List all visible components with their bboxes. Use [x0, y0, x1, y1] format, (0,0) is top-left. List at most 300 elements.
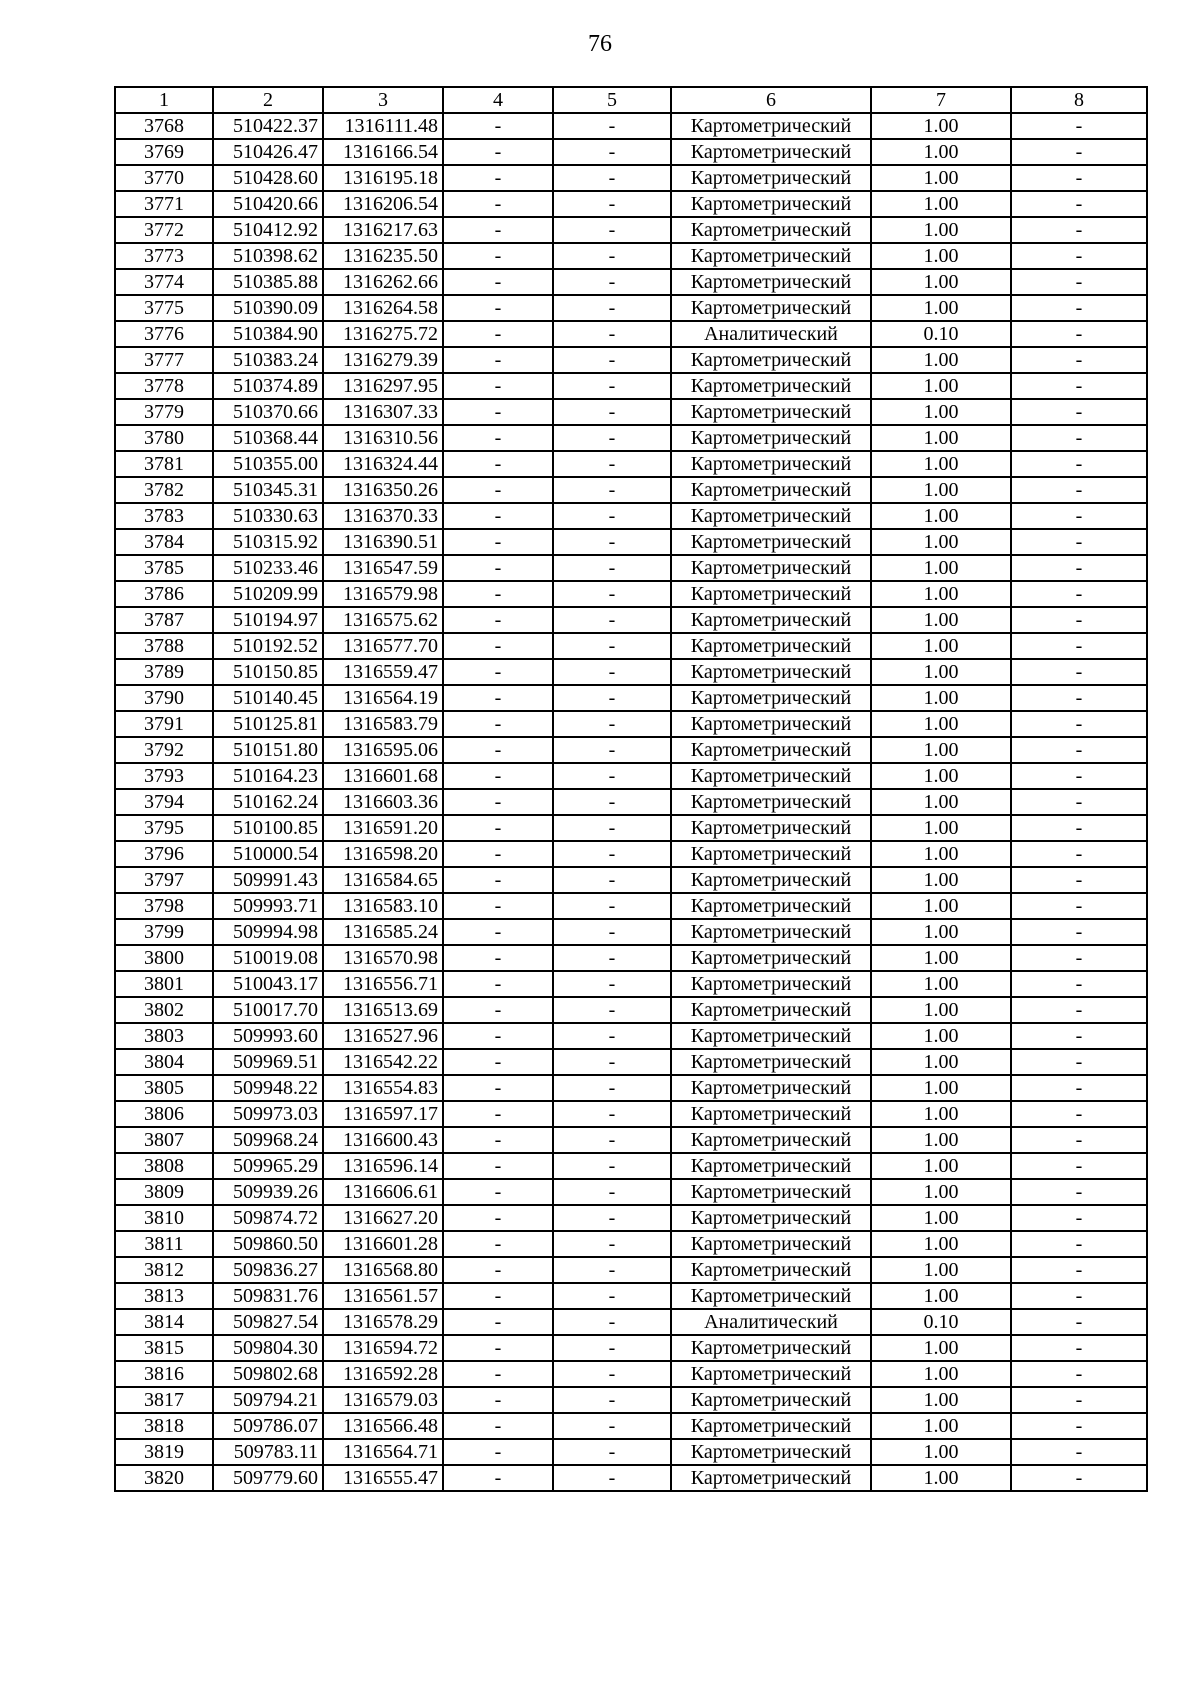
- x-coordinate-cell: 510100.85: [213, 815, 323, 841]
- table-row: [115, 399, 1147, 425]
- point-number-cell: 3780: [115, 425, 213, 451]
- y-coordinate-cell: 1316264.58: [323, 295, 443, 321]
- x-coordinate-cell: 509794.21: [213, 1387, 323, 1413]
- column-8-value-cell: -: [1011, 919, 1147, 945]
- x-coordinate-cell: 510019.08: [213, 945, 323, 971]
- column-5-value-cell: -: [553, 997, 671, 1023]
- accuracy-cell: 1.00: [871, 1257, 1011, 1283]
- method-cell: Картометрический: [671, 789, 871, 815]
- table-row: [115, 607, 1147, 633]
- column-8-value-cell: -: [1011, 633, 1147, 659]
- point-number-cell: 3789: [115, 659, 213, 685]
- column-8-value-cell: -: [1011, 477, 1147, 503]
- x-coordinate-cell: 510428.60: [213, 165, 323, 191]
- table-row: [115, 243, 1147, 269]
- column-8-value-cell: -: [1011, 1075, 1147, 1101]
- column-4-value-cell: -: [443, 373, 553, 399]
- x-coordinate-cell: 510315.92: [213, 529, 323, 555]
- point-number-cell: 3784: [115, 529, 213, 555]
- x-coordinate-cell: 510355.00: [213, 451, 323, 477]
- accuracy-cell: 1.00: [871, 815, 1011, 841]
- point-number-cell: 3777: [115, 347, 213, 373]
- point-number-cell: 3805: [115, 1075, 213, 1101]
- accuracy-cell: 1.00: [871, 373, 1011, 399]
- column-8-value-cell: -: [1011, 373, 1147, 399]
- y-coordinate-cell: 1316600.43: [323, 1127, 443, 1153]
- y-coordinate-cell: 1316568.80: [323, 1257, 443, 1283]
- method-cell: Картометрический: [671, 1283, 871, 1309]
- x-coordinate-cell: 510345.31: [213, 477, 323, 503]
- point-number-cell: 3794: [115, 789, 213, 815]
- column-4-value-cell: -: [443, 451, 553, 477]
- column-4-value-cell: -: [443, 867, 553, 893]
- column-4-value-cell: -: [443, 425, 553, 451]
- y-coordinate-cell: 1316324.44: [323, 451, 443, 477]
- column-4-value-cell: -: [443, 529, 553, 555]
- coordinates-table: [114, 86, 1148, 1492]
- point-number-cell: 3779: [115, 399, 213, 425]
- x-coordinate-cell: 509827.54: [213, 1309, 323, 1335]
- column-5-value-cell: -: [553, 1153, 671, 1179]
- column-4-value-cell: -: [443, 1049, 553, 1075]
- accuracy-cell: 1.00: [871, 763, 1011, 789]
- column-5-value-cell: -: [553, 1075, 671, 1101]
- accuracy-cell: 1.00: [871, 529, 1011, 555]
- table-row: [115, 1309, 1147, 1335]
- table-row: [115, 1387, 1147, 1413]
- column-4-value-cell: -: [443, 1101, 553, 1127]
- method-cell: Картометрический: [671, 711, 871, 737]
- table-row: [115, 1075, 1147, 1101]
- y-coordinate-cell: 1316575.62: [323, 607, 443, 633]
- accuracy-cell: 1.00: [871, 1231, 1011, 1257]
- table-row: [115, 659, 1147, 685]
- column-4-value-cell: -: [443, 165, 553, 191]
- y-coordinate-cell: 1316555.47: [323, 1465, 443, 1491]
- x-coordinate-cell: 510420.66: [213, 191, 323, 217]
- point-number-cell: 3799: [115, 919, 213, 945]
- column-8-value-cell: -: [1011, 841, 1147, 867]
- column-4-value-cell: -: [443, 191, 553, 217]
- table-row: [115, 321, 1147, 347]
- column-8-value-cell: -: [1011, 1283, 1147, 1309]
- accuracy-cell: 1.00: [871, 945, 1011, 971]
- y-coordinate-cell: 1316527.96: [323, 1023, 443, 1049]
- table-row: [115, 711, 1147, 737]
- point-number-cell: 3797: [115, 867, 213, 893]
- table-row: [115, 191, 1147, 217]
- method-cell: Картометрический: [671, 217, 871, 243]
- column-8-value-cell: -: [1011, 1257, 1147, 1283]
- y-coordinate-cell: 1316561.57: [323, 1283, 443, 1309]
- y-coordinate-cell: 1316310.56: [323, 425, 443, 451]
- y-coordinate-cell: 1316297.95: [323, 373, 443, 399]
- method-cell: Картометрический: [671, 1101, 871, 1127]
- accuracy-cell: 1.00: [871, 347, 1011, 373]
- column-5-value-cell: -: [553, 1335, 671, 1361]
- point-number-cell: 3770: [115, 165, 213, 191]
- column-8-value-cell: -: [1011, 165, 1147, 191]
- accuracy-cell: 1.00: [871, 789, 1011, 815]
- point-number-cell: 3813: [115, 1283, 213, 1309]
- column-header: 7: [871, 87, 1011, 113]
- y-coordinate-cell: 1316598.20: [323, 841, 443, 867]
- method-cell: Картометрический: [671, 1153, 871, 1179]
- method-cell: Картометрический: [671, 529, 871, 555]
- column-8-value-cell: -: [1011, 321, 1147, 347]
- x-coordinate-cell: 510330.63: [213, 503, 323, 529]
- table-row: [115, 217, 1147, 243]
- x-coordinate-cell: 510422.37: [213, 113, 323, 139]
- table-row: [115, 1101, 1147, 1127]
- accuracy-cell: 1.00: [871, 295, 1011, 321]
- column-4-value-cell: -: [443, 1075, 553, 1101]
- column-8-value-cell: -: [1011, 555, 1147, 581]
- accuracy-cell: 1.00: [871, 607, 1011, 633]
- method-cell: Картометрический: [671, 607, 871, 633]
- y-coordinate-cell: 1316390.51: [323, 529, 443, 555]
- accuracy-cell: 0.10: [871, 1309, 1011, 1335]
- column-4-value-cell: -: [443, 1387, 553, 1413]
- column-4-value-cell: -: [443, 1413, 553, 1439]
- accuracy-cell: 1.00: [871, 737, 1011, 763]
- point-number-cell: 3786: [115, 581, 213, 607]
- accuracy-cell: 1.00: [871, 139, 1011, 165]
- x-coordinate-cell: 510398.62: [213, 243, 323, 269]
- table-row: [115, 841, 1147, 867]
- column-8-value-cell: -: [1011, 243, 1147, 269]
- column-5-value-cell: -: [553, 1465, 671, 1491]
- accuracy-cell: 1.00: [871, 971, 1011, 997]
- method-cell: Картометрический: [671, 945, 871, 971]
- table-row: [115, 763, 1147, 789]
- point-number-cell: 3796: [115, 841, 213, 867]
- point-number-cell: 3811: [115, 1231, 213, 1257]
- column-5-value-cell: -: [553, 815, 671, 841]
- method-cell: Картометрический: [671, 971, 871, 997]
- accuracy-cell: 1.00: [871, 893, 1011, 919]
- column-5-value-cell: -: [553, 1049, 671, 1075]
- point-number-cell: 3783: [115, 503, 213, 529]
- point-number-cell: 3772: [115, 217, 213, 243]
- column-4-value-cell: -: [443, 789, 553, 815]
- x-coordinate-cell: 509860.50: [213, 1231, 323, 1257]
- accuracy-cell: 1.00: [871, 191, 1011, 217]
- point-number-cell: 3817: [115, 1387, 213, 1413]
- table-row: [115, 919, 1147, 945]
- method-cell: Картометрический: [671, 451, 871, 477]
- method-cell: Картометрический: [671, 633, 871, 659]
- column-4-value-cell: -: [443, 1205, 553, 1231]
- y-coordinate-cell: 1316601.28: [323, 1231, 443, 1257]
- column-8-value-cell: -: [1011, 763, 1147, 789]
- x-coordinate-cell: 509969.51: [213, 1049, 323, 1075]
- table-row: [115, 477, 1147, 503]
- column-header: 3: [323, 87, 443, 113]
- point-number-cell: 3812: [115, 1257, 213, 1283]
- column-4-value-cell: -: [443, 607, 553, 633]
- y-coordinate-cell: 1316594.72: [323, 1335, 443, 1361]
- x-coordinate-cell: 510370.66: [213, 399, 323, 425]
- column-8-value-cell: -: [1011, 971, 1147, 997]
- x-coordinate-cell: 509874.72: [213, 1205, 323, 1231]
- table-row: [115, 1465, 1147, 1491]
- x-coordinate-cell: 509786.07: [213, 1413, 323, 1439]
- x-coordinate-cell: 509939.26: [213, 1179, 323, 1205]
- column-5-value-cell: -: [553, 1387, 671, 1413]
- point-number-cell: 3787: [115, 607, 213, 633]
- point-number-cell: 3820: [115, 1465, 213, 1491]
- column-8-value-cell: -: [1011, 399, 1147, 425]
- x-coordinate-cell: 510043.17: [213, 971, 323, 997]
- column-5-value-cell: -: [553, 373, 671, 399]
- accuracy-cell: 1.00: [871, 1179, 1011, 1205]
- table-row: [115, 893, 1147, 919]
- x-coordinate-cell: 510374.89: [213, 373, 323, 399]
- column-8-value-cell: -: [1011, 893, 1147, 919]
- y-coordinate-cell: 1316217.63: [323, 217, 443, 243]
- table-row: [115, 1335, 1147, 1361]
- x-coordinate-cell: 510140.45: [213, 685, 323, 711]
- point-number-cell: 3788: [115, 633, 213, 659]
- column-8-value-cell: -: [1011, 1127, 1147, 1153]
- column-4-value-cell: -: [443, 1465, 553, 1491]
- method-cell: Картометрический: [671, 373, 871, 399]
- y-coordinate-cell: 1316570.98: [323, 945, 443, 971]
- column-5-value-cell: -: [553, 1205, 671, 1231]
- column-5-value-cell: -: [553, 139, 671, 165]
- column-8-value-cell: -: [1011, 1465, 1147, 1491]
- column-8-value-cell: -: [1011, 945, 1147, 971]
- y-coordinate-cell: 1316583.10: [323, 893, 443, 919]
- column-4-value-cell: -: [443, 997, 553, 1023]
- accuracy-cell: 1.00: [871, 503, 1011, 529]
- accuracy-cell: 1.00: [871, 1153, 1011, 1179]
- column-8-value-cell: -: [1011, 1153, 1147, 1179]
- accuracy-cell: 1.00: [871, 165, 1011, 191]
- x-coordinate-cell: 510233.46: [213, 555, 323, 581]
- column-4-value-cell: -: [443, 971, 553, 997]
- column-4-value-cell: -: [443, 945, 553, 971]
- column-header: 6: [671, 87, 871, 113]
- column-4-value-cell: -: [443, 295, 553, 321]
- method-cell: Картометрический: [671, 1127, 871, 1153]
- x-coordinate-cell: 509993.71: [213, 893, 323, 919]
- column-4-value-cell: -: [443, 217, 553, 243]
- column-5-value-cell: -: [553, 945, 671, 971]
- column-5-value-cell: -: [553, 711, 671, 737]
- column-4-value-cell: -: [443, 685, 553, 711]
- method-cell: Картометрический: [671, 841, 871, 867]
- accuracy-cell: 1.00: [871, 113, 1011, 139]
- column-4-value-cell: -: [443, 763, 553, 789]
- table-row: [115, 451, 1147, 477]
- page-number: 76: [588, 31, 612, 57]
- x-coordinate-cell: 509973.03: [213, 1101, 323, 1127]
- y-coordinate-cell: 1316627.20: [323, 1205, 443, 1231]
- point-number-cell: 3816: [115, 1361, 213, 1387]
- column-8-value-cell: -: [1011, 867, 1147, 893]
- table-row: [115, 789, 1147, 815]
- column-4-value-cell: -: [443, 321, 553, 347]
- column-8-value-cell: -: [1011, 191, 1147, 217]
- column-header: 4: [443, 87, 553, 113]
- column-4-value-cell: -: [443, 1361, 553, 1387]
- x-coordinate-cell: 510390.09: [213, 295, 323, 321]
- column-8-value-cell: -: [1011, 425, 1147, 451]
- table-row: [115, 1153, 1147, 1179]
- y-coordinate-cell: 1316585.24: [323, 919, 443, 945]
- column-5-value-cell: -: [553, 165, 671, 191]
- column-5-value-cell: -: [553, 1309, 671, 1335]
- column-5-value-cell: -: [553, 763, 671, 789]
- x-coordinate-cell: 509994.98: [213, 919, 323, 945]
- column-4-value-cell: -: [443, 1439, 553, 1465]
- column-5-value-cell: -: [553, 503, 671, 529]
- x-coordinate-cell: 509991.43: [213, 867, 323, 893]
- column-4-value-cell: -: [443, 1179, 553, 1205]
- method-cell: Картометрический: [671, 269, 871, 295]
- x-coordinate-cell: 509948.22: [213, 1075, 323, 1101]
- y-coordinate-cell: 1316596.14: [323, 1153, 443, 1179]
- method-cell: Картометрический: [671, 1023, 871, 1049]
- column-5-value-cell: -: [553, 789, 671, 815]
- column-4-value-cell: -: [443, 1127, 553, 1153]
- y-coordinate-cell: 1316603.36: [323, 789, 443, 815]
- point-number-cell: 3781: [115, 451, 213, 477]
- table-row: [115, 373, 1147, 399]
- column-5-value-cell: -: [553, 737, 671, 763]
- y-coordinate-cell: 1316566.48: [323, 1413, 443, 1439]
- column-5-value-cell: -: [553, 425, 671, 451]
- method-cell: Картометрический: [671, 1335, 871, 1361]
- point-number-cell: 3814: [115, 1309, 213, 1335]
- column-4-value-cell: -: [443, 1309, 553, 1335]
- point-number-cell: 3775: [115, 295, 213, 321]
- column-5-value-cell: -: [553, 113, 671, 139]
- table-row: [115, 139, 1147, 165]
- column-4-value-cell: -: [443, 243, 553, 269]
- column-8-value-cell: -: [1011, 1023, 1147, 1049]
- x-coordinate-cell: 509836.27: [213, 1257, 323, 1283]
- column-5-value-cell: -: [553, 971, 671, 997]
- column-5-value-cell: -: [553, 633, 671, 659]
- column-5-value-cell: -: [553, 191, 671, 217]
- y-coordinate-cell: 1316556.71: [323, 971, 443, 997]
- x-coordinate-cell: 509831.76: [213, 1283, 323, 1309]
- point-number-cell: 3773: [115, 243, 213, 269]
- table-row: [115, 1127, 1147, 1153]
- x-coordinate-cell: 510209.99: [213, 581, 323, 607]
- method-cell: Картометрический: [671, 139, 871, 165]
- x-coordinate-cell: 510384.90: [213, 321, 323, 347]
- column-8-value-cell: -: [1011, 1179, 1147, 1205]
- column-8-value-cell: -: [1011, 1361, 1147, 1387]
- point-number-cell: 3795: [115, 815, 213, 841]
- x-coordinate-cell: 509993.60: [213, 1023, 323, 1049]
- x-coordinate-cell: 509804.30: [213, 1335, 323, 1361]
- method-cell: Картометрический: [671, 191, 871, 217]
- method-cell: Картометрический: [671, 581, 871, 607]
- column-8-value-cell: -: [1011, 347, 1147, 373]
- method-cell: Картометрический: [671, 1179, 871, 1205]
- column-8-value-cell: -: [1011, 607, 1147, 633]
- y-coordinate-cell: 1316595.06: [323, 737, 443, 763]
- method-cell: Картометрический: [671, 477, 871, 503]
- x-coordinate-cell: 510412.92: [213, 217, 323, 243]
- column-5-value-cell: -: [553, 529, 671, 555]
- point-number-cell: 3804: [115, 1049, 213, 1075]
- x-coordinate-cell: 509965.29: [213, 1153, 323, 1179]
- column-5-value-cell: -: [553, 1179, 671, 1205]
- method-cell: Картометрический: [671, 399, 871, 425]
- column-4-value-cell: -: [443, 659, 553, 685]
- column-5-value-cell: -: [553, 347, 671, 373]
- accuracy-cell: 1.00: [871, 633, 1011, 659]
- x-coordinate-cell: 510162.24: [213, 789, 323, 815]
- column-8-value-cell: -: [1011, 711, 1147, 737]
- column-header: 8: [1011, 87, 1147, 113]
- method-cell: Картометрический: [671, 1387, 871, 1413]
- accuracy-cell: 1.00: [871, 581, 1011, 607]
- column-4-value-cell: -: [443, 919, 553, 945]
- point-number-cell: 3793: [115, 763, 213, 789]
- method-cell: Картометрический: [671, 1361, 871, 1387]
- accuracy-cell: 1.00: [871, 1205, 1011, 1231]
- table-row: [115, 1205, 1147, 1231]
- y-coordinate-cell: 1316579.03: [323, 1387, 443, 1413]
- x-coordinate-cell: 510192.52: [213, 633, 323, 659]
- column-4-value-cell: -: [443, 1231, 553, 1257]
- y-coordinate-cell: 1316307.33: [323, 399, 443, 425]
- column-4-value-cell: -: [443, 269, 553, 295]
- method-cell: Картометрический: [671, 347, 871, 373]
- table-row: [115, 867, 1147, 893]
- column-5-value-cell: -: [553, 1023, 671, 1049]
- column-8-value-cell: -: [1011, 737, 1147, 763]
- table-row: [115, 997, 1147, 1023]
- point-number-cell: 3810: [115, 1205, 213, 1231]
- column-8-value-cell: -: [1011, 659, 1147, 685]
- method-cell: Аналитический: [671, 1309, 871, 1335]
- column-8-value-cell: -: [1011, 997, 1147, 1023]
- x-coordinate-cell: 510164.23: [213, 763, 323, 789]
- table-row: [115, 295, 1147, 321]
- accuracy-cell: 1.00: [871, 1075, 1011, 1101]
- table-row: [115, 581, 1147, 607]
- method-cell: Картометрический: [671, 685, 871, 711]
- point-number-cell: 3774: [115, 269, 213, 295]
- column-5-value-cell: -: [553, 243, 671, 269]
- y-coordinate-cell: 1316601.68: [323, 763, 443, 789]
- y-coordinate-cell: 1316195.18: [323, 165, 443, 191]
- y-coordinate-cell: 1316166.54: [323, 139, 443, 165]
- method-cell: Картометрический: [671, 243, 871, 269]
- column-4-value-cell: -: [443, 1023, 553, 1049]
- y-coordinate-cell: 1316235.50: [323, 243, 443, 269]
- table-row: [115, 633, 1147, 659]
- table-row: [115, 737, 1147, 763]
- column-8-value-cell: -: [1011, 1439, 1147, 1465]
- column-4-value-cell: -: [443, 1257, 553, 1283]
- point-number-cell: 3769: [115, 139, 213, 165]
- method-cell: Картометрический: [671, 659, 871, 685]
- x-coordinate-cell: 509779.60: [213, 1465, 323, 1491]
- x-coordinate-cell: 510368.44: [213, 425, 323, 451]
- column-header: 1: [115, 87, 213, 113]
- table-row: [115, 815, 1147, 841]
- method-cell: Картометрический: [671, 503, 871, 529]
